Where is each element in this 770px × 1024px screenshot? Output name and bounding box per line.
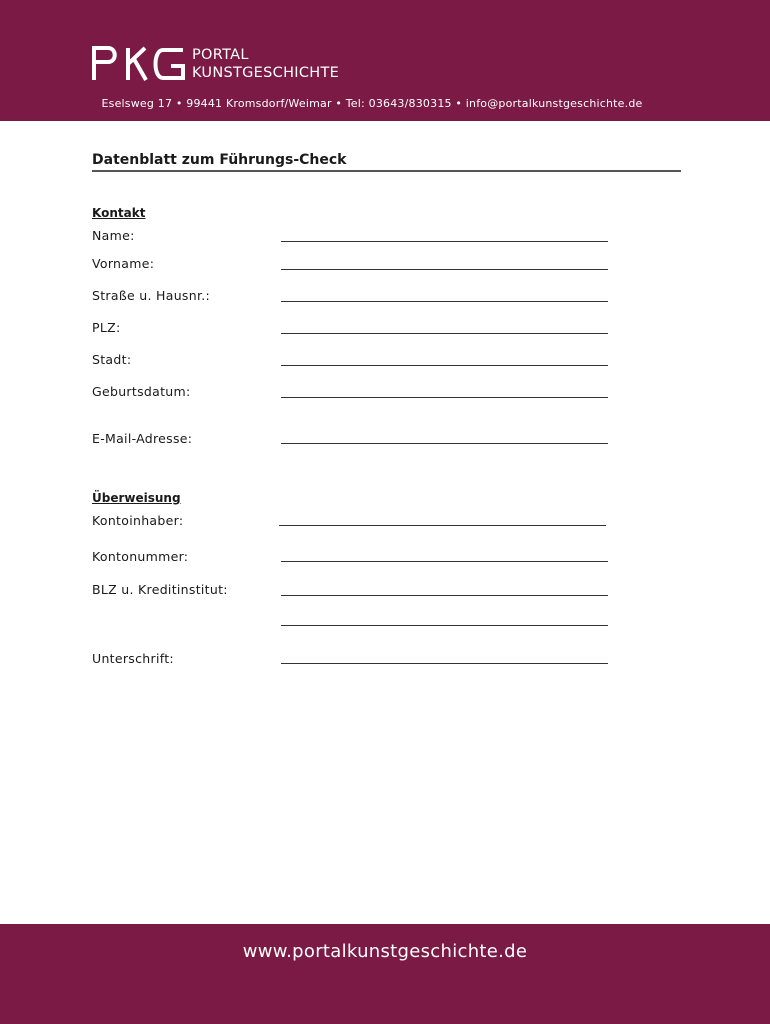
logo-line-kunstgeschichte: KUNSTGESCHICHTE <box>192 65 340 81</box>
field-line-geburtsdatum[interactable] <box>281 397 608 398</box>
label-email: E-Mail-Adresse: <box>92 431 193 446</box>
label-geburtsdatum: Geburtsdatum: <box>92 384 191 399</box>
footer-url: www.portalkunstgeschichte.de <box>242 941 528 962</box>
section-heading-kontakt: Kontakt <box>92 206 146 220</box>
footer-banner <box>0 924 770 1024</box>
label-kontoinhaber: Kontoinhaber: <box>92 513 184 528</box>
logo-wordmark <box>192 46 339 82</box>
label-strasse: Straße u. Hausnr.: <box>92 288 211 303</box>
field-line-unterschrift[interactable] <box>281 663 608 664</box>
label-blz: BLZ u. Kreditinstitut: <box>92 582 228 597</box>
field-line-kontonummer[interactable] <box>281 561 608 562</box>
label-plz: PLZ: <box>92 320 121 335</box>
logo-line-portal: PORTAL <box>192 47 249 63</box>
field-line-email[interactable] <box>281 443 608 444</box>
field-line-blz[interactable] <box>281 595 608 596</box>
field-line-name[interactable] <box>281 241 608 242</box>
label-name: Name: <box>92 228 135 243</box>
field-line-stadt[interactable] <box>281 365 608 366</box>
page-title: Datenblatt zum Führungs-Check <box>92 152 681 172</box>
label-unterschrift: Unterschrift: <box>92 651 174 666</box>
header-banner <box>0 0 770 121</box>
label-vorname: Vorname: <box>92 256 155 271</box>
field-line-kontoinhaber[interactable] <box>279 525 606 526</box>
label-kontonummer: Kontonummer: <box>92 549 189 564</box>
field-line-strasse[interactable] <box>281 301 608 302</box>
field-line-kreditinstitut[interactable] <box>281 625 608 626</box>
label-stadt: Stadt: <box>92 352 132 367</box>
field-line-plz[interactable] <box>281 333 608 334</box>
address-line: Eselsweg 17 • 99441 Kromsdorf/Weimar • Tel: 03643/830315 • info@portalkunstgeschichte.de <box>101 97 643 110</box>
field-line-vorname[interactable] <box>281 269 608 270</box>
pkg-logo-icon <box>91 44 187 82</box>
section-heading-ueberweisung: Überweisung <box>92 491 181 505</box>
